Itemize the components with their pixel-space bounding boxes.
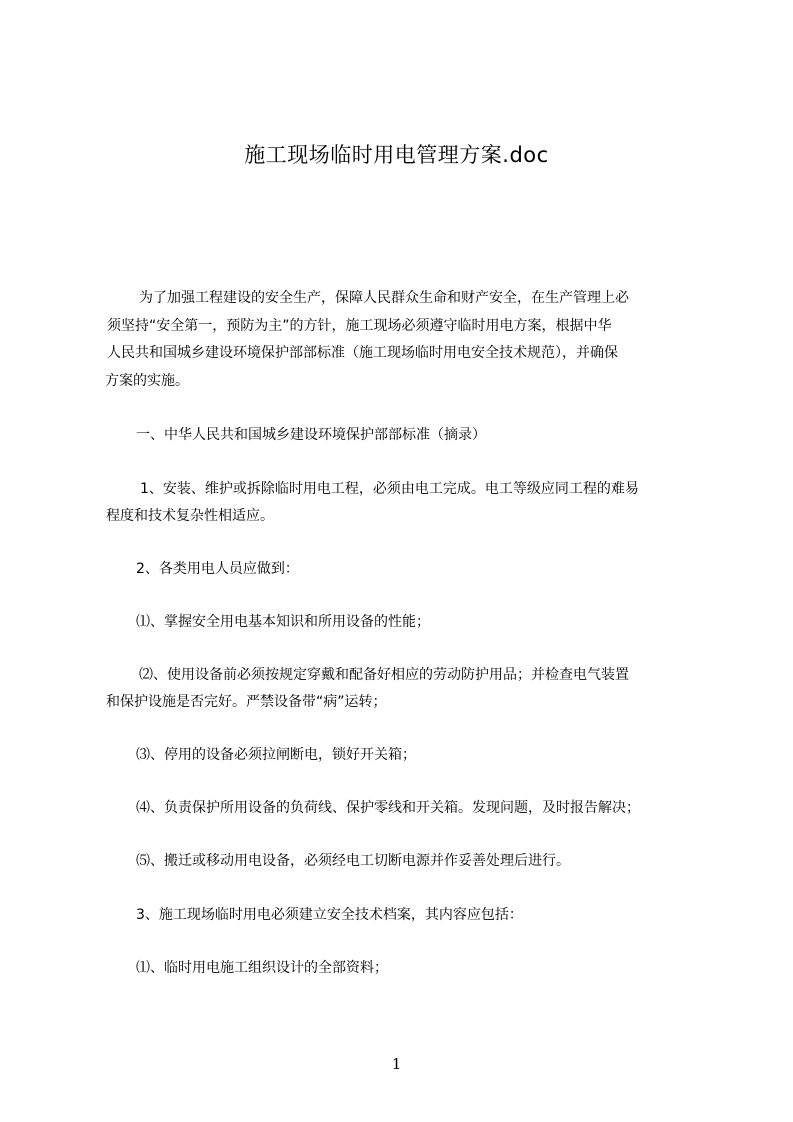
list-item: ⑶、停用的设备必须拉闸断电，锁好开关箱； (136, 747, 416, 763)
paragraph-line: 人民共和国城乡建设环境保护部部标准（施工现场临时用电安全技术规范），并确保 (107, 345, 618, 361)
list-item: ⑴、掌握安全用电基本知识和所用设备的性能； (136, 614, 430, 630)
paragraph-line: 须坚持“安全第一，预防为主”的方针，施工现场必须遵守临时用电方案，根据中华 (107, 318, 612, 334)
page-number: 1 (391, 1055, 402, 1073)
list-item: ⑴、临时用电施工组织设计的全部资料； (136, 960, 388, 976)
paragraph-line: 2、各类用电人员应做到： (136, 561, 299, 577)
document-title: 施工现场临时用电管理方案.doc (244, 143, 549, 167)
paragraph-line: 为了加强工程建设的安全生产，保障人民群众生命和财产安全，在生产管理上必 (139, 290, 629, 306)
list-item: ⑸、搬迁或移动用电设备，必须经电工切断电源并作妥善处理后进行。 (136, 853, 570, 869)
paragraph-line: 方案的实施。 (105, 373, 189, 389)
paragraph-line: 3、施工现场临时用电必须建立安全技术档案，其内容应包括： (136, 907, 523, 923)
paragraph-line: 程度和技术复杂性相适应。 (106, 508, 274, 524)
list-item: ⑵、使用设备前必须按规定穿戴和配备好相应的劳动防护用品；并检查电气装置 (139, 667, 629, 683)
section-heading: 一、中华人民共和国城乡建设环境保护部部标准（摘录） (136, 427, 486, 443)
list-item: 和保护设施是否完好。严禁设备带“病”运转； (106, 694, 387, 710)
paragraph-line: 1、安装、维护或拆除临时用电工程，必须由电工完成。电工等级应同工程的难易 (140, 481, 639, 497)
list-item: ⑷、负责保护所用设备的负荷线、保护零线和开关箱。发现问题，及时报告解决； (136, 800, 640, 816)
